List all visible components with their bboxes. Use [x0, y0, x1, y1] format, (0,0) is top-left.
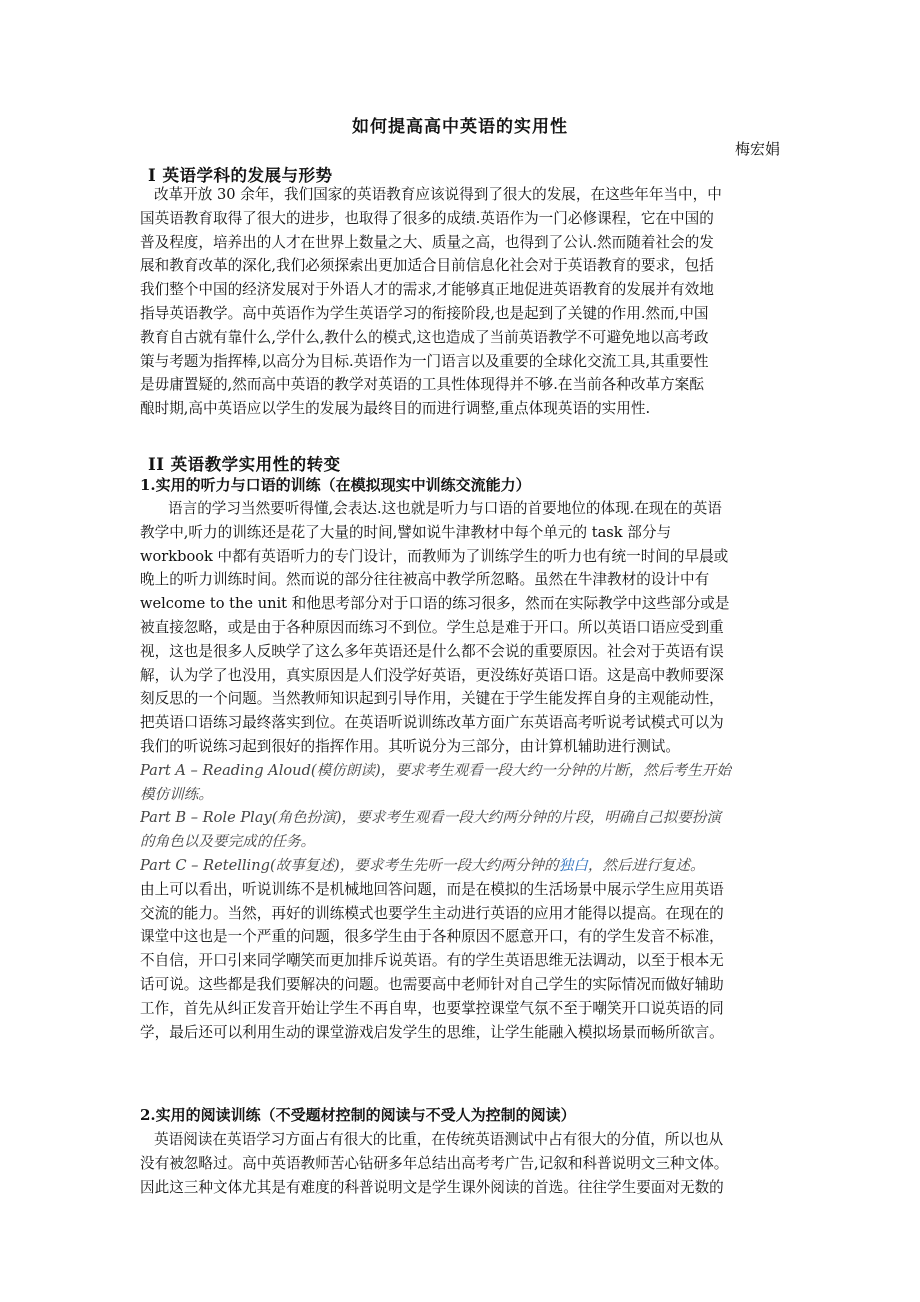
- paragraph-line: 由上可以看出，听说训练不是机械地回答问题，而是在模拟的生活场景中展示学生应用英语: [140, 880, 724, 898]
- paragraph-line: 刻反思的一个问题。当然教师知识起到引导作用，关键在于学生能发挥自身的主观能动性，: [140, 690, 724, 708]
- paragraph-line: 被直接忽略，或是由于各种原因而练习不到位。学生总是难于开口。所以英语口语应受到重: [140, 618, 724, 636]
- paragraph-line: 教学中,听力的训练还是花了大量的时间,譬如说牛津教材中每个单元的 task 部分与: [140, 523, 672, 541]
- subsection-2-heading: 2.实用的阅读训练（不受题材控制的阅读与不受人为控制的阅读）: [140, 1106, 576, 1124]
- section-1-heading: I 英语学科的发展与形势: [148, 166, 333, 185]
- paragraph-line: 工作，首先从纠正发音开始让学生不再自卑，也要掌控课堂气氛不至于嘲笑开口说英语的同: [140, 999, 724, 1017]
- paragraph-line: 教育自古就有靠什么,学什么,教什么的模式,这也造成了当前英语教学不可避免地以高考政: [140, 328, 709, 346]
- paragraph-line: 晚上的听力训练时间。然而说的部分往往被高中教学所忽略。虽然在牛津教材的设计中有: [140, 571, 710, 589]
- paragraph-line: 课堂中这也是一个严重的问题，很多学生由于各种原因不愿意开口，有的学生发音不标准，: [140, 928, 724, 946]
- monologue-link[interactable]: 独白: [558, 856, 588, 874]
- paragraph-line: welcome to the unit 和他思考部分对于口语的练习很多，然而在实际教学中这些部分或是: [140, 595, 730, 613]
- paragraph-line: 学，最后还可以利用生动的课堂游戏启发学生的思维，让学生能融入模拟场景而畅所欲言。: [140, 1023, 724, 1041]
- part-c-text: Part C – Retelling(故事复述)，要求考生先听一段大约两分钟的: [140, 856, 559, 874]
- paragraph-line: 普及程度，培养出的人才在世界上数量之大、质量之高，也得到了公认.然而随着社会的发: [140, 233, 714, 251]
- paragraph-line: 交流的能力。当然，再好的训练模式也要学生主动进行英语的应用才能得以提高。在现在的: [140, 904, 724, 922]
- paragraph-line: 改革开放 30 余年，我们国家的英语教育应该说得到了很大的发展，在这些年年当中，中: [154, 186, 722, 203]
- paragraph-line: 视，这也是很多人反映学了这么多年英语还是什么都不会说的重要原因。社会对于英语有误: [140, 642, 724, 660]
- part-c-text-end: ，然后进行复述。: [587, 856, 705, 874]
- part-a-line: 模仿训练。: [140, 785, 213, 803]
- subsection-1-paragraph: [140, 497, 782, 1044]
- author-name: 梅宏娟: [734, 140, 780, 158]
- paragraph-line: 没有被忽略过。高中英语教师苦心钻研多年总结出高考考广告,记叙和科普说明文三种文体。: [140, 1154, 729, 1172]
- part-a-line: Part A – Reading Aloud(模仿朗读)，要求考生观看一段大约一分钟的片断，然后考生开始: [140, 761, 731, 779]
- section-1-paragraph: [140, 183, 782, 421]
- part-c-line: [140, 854, 782, 878]
- paragraph-line: 策与考题为指挥棒,以高分为目标.英语作为一门语言以及重要的全球化交流工具,其重要性: [140, 352, 709, 370]
- section-2-heading: II 英语教学实用性的转变: [148, 455, 341, 474]
- paragraph-line: 国英语教育取得了很大的进步，也取得了很多的成绩.英语作为一门必修课程，它在中国的: [140, 209, 714, 227]
- subsection-1-heading: 1.实用的听力与口语的训练（在模拟现实中训练交流能力）: [140, 476, 531, 494]
- paragraph-line: 我们整个中国的经济发展对于外语人才的需求,才能够真正地促进英语教育的发展并有效地: [140, 281, 714, 299]
- paragraph-line: 我们的听说练习起到很好的指挥作用。其听说分为三部分，由计算机辅助进行测试。: [140, 737, 680, 755]
- paragraph-line: 话可说。这些都是我们要解决的问题。也需要高中老师针对自己学生的实际情况而做好辅助: [140, 975, 724, 993]
- subsection-2-paragraph: [140, 1128, 782, 1199]
- paragraph-line: 因此这三种文体尤其是有难度的科普说明文是学生课外阅读的首选。往往学生要面对无数的: [140, 1178, 724, 1196]
- paragraph-line: workbook 中都有英语听力的专门设计，而教师为了训练学生的听力也有统一时间的早晨或: [140, 547, 729, 565]
- paragraph-line: 是毋庸置疑的,然而高中英语的教学对英语的工具性体现得并不够.在当前各种改革方案酝: [140, 376, 704, 394]
- paragraph-line: 酿时期,高中英语应以学生的发展为最终目的而进行调整,重点体现英语的实用性.: [140, 400, 651, 418]
- document-title: 如何提高高中英语的实用性: [352, 117, 568, 137]
- paragraph-line: 不自信，开口引来同学嘲笑而更加排斥说英语。有的学生英语思维无法调动，以至于根本无: [140, 952, 724, 970]
- paragraph-line: 解，认为学了也没用，真实原因是人们没学好英语，更没练好英语口语。这是高中教师要深: [140, 666, 724, 684]
- paragraph-line: 语言的学习当然要听得懂,会表达.这也就是听力与口语的首要地位的体现.在现在的英语: [168, 500, 722, 517]
- paragraph-line: 英语阅读在英语学习方面占有很大的比重，在传统英语测试中占有很大的分值，所以也从: [154, 1131, 724, 1148]
- paragraph-line: 把英语口语练习最终落实到位。在英语听说训练改革方面广东英语高考听说考试模式可以为: [140, 714, 724, 732]
- part-b-line: 的角色以及要完成的任务。: [140, 833, 316, 851]
- part-b-line: Part B – Role Play(角色扮演)，要求考生观看一段大约两分钟的片段，明确自己拟要扮演: [140, 809, 721, 827]
- paragraph-line: 展和教育改革的深化,我们必须探索出更加适合目前信息化社会对于英语教育的要求，包括: [140, 257, 714, 275]
- paragraph-line: 指导英语教学。高中英语作为学生英语学习的衔接阶段,也是起到了关键的作用.然而,中国: [140, 304, 709, 322]
